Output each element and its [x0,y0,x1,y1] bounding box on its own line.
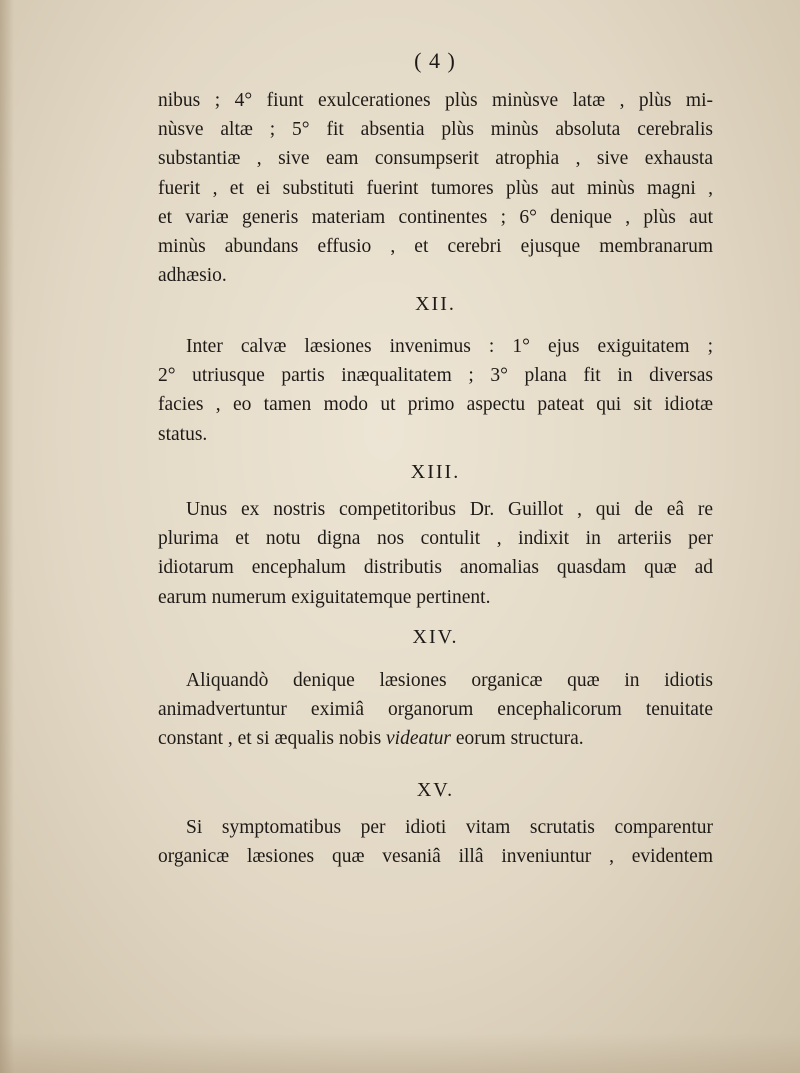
text-line: status. [158,423,208,445]
text-line: Unus ex nostris competitoribus Dr. Guillot , qui de eâ re [186,499,713,520]
paragraph-xiv [158,666,713,754]
section-heading-xiv: XIV. [412,626,459,648]
text-line: nibus ; 4° fiunt exulcerationes plùs minùsve latæ , plùs mi- [158,90,713,111]
text-line: adhæsio. [158,265,227,287]
page-bottom-shadow [0,1033,800,1073]
text-line: plurima et notu digna nos contulit , indixit in arteriis per [158,528,713,550]
section-heading-xii: XII. [415,293,456,315]
page-edge-shadow [0,0,14,1073]
text-line: animadvertuntur eximiâ organorum encephalicorum tenuitate [158,699,713,721]
text-fragment: eorum structura. [451,728,584,750]
text-line: et variæ generis materiam continentes ; 6° denique , plùs aut [158,206,713,228]
text-line: fuerit , et ei substituti fuerint tumores plùs aut minùs magni , [158,177,713,199]
paragraph-xv [158,813,713,871]
paragraph-xii [158,332,713,449]
text-line: nùsve altæ ; 5° fit absentia plùs minùs absoluta cerebralis [158,119,713,141]
text-line: idiotarum encephalum distributis anomalias quasdam quæ ad [158,557,713,579]
paragraph-xiii [158,495,713,612]
text-line: minùs abundans effusio , et cerebri ejusque membranarum [158,236,713,258]
text-line: 2° utriusque partis inæqualitatem ; 3° plana fit in diversas [158,365,713,387]
text-line: Si symptomatibus per idioti vitam scrutatis comparentur [186,817,713,838]
section-heading-xiii: XIII. [410,461,461,483]
text-line: Aliquandò denique læsiones organicæ quæ in idiotis [186,670,713,691]
text-line: earum numerum exiguitatemque pertinent. [158,586,491,608]
italic-word: videatur [386,728,452,750]
page-number: ( 4 ) [414,48,456,73]
text-line: organicæ læsiones quæ vesaniâ illâ inveniuntur , evidentem [158,846,713,868]
paragraph-intro [158,86,713,290]
text-line: Inter calvæ læsiones invenimus : 1° ejus exiguitatem ; [186,336,713,357]
text-line: facies , eo tamen modo ut primo aspectu pateat qui sit idiotæ [158,394,713,416]
section-heading-xv: XV. [416,779,455,801]
text-line: substantiæ , sive eam consumpserit atrophia , sive exhausta [158,148,713,170]
text-fragment: constant , et si æqualis nobis [158,728,387,750]
text-line [158,724,713,753]
